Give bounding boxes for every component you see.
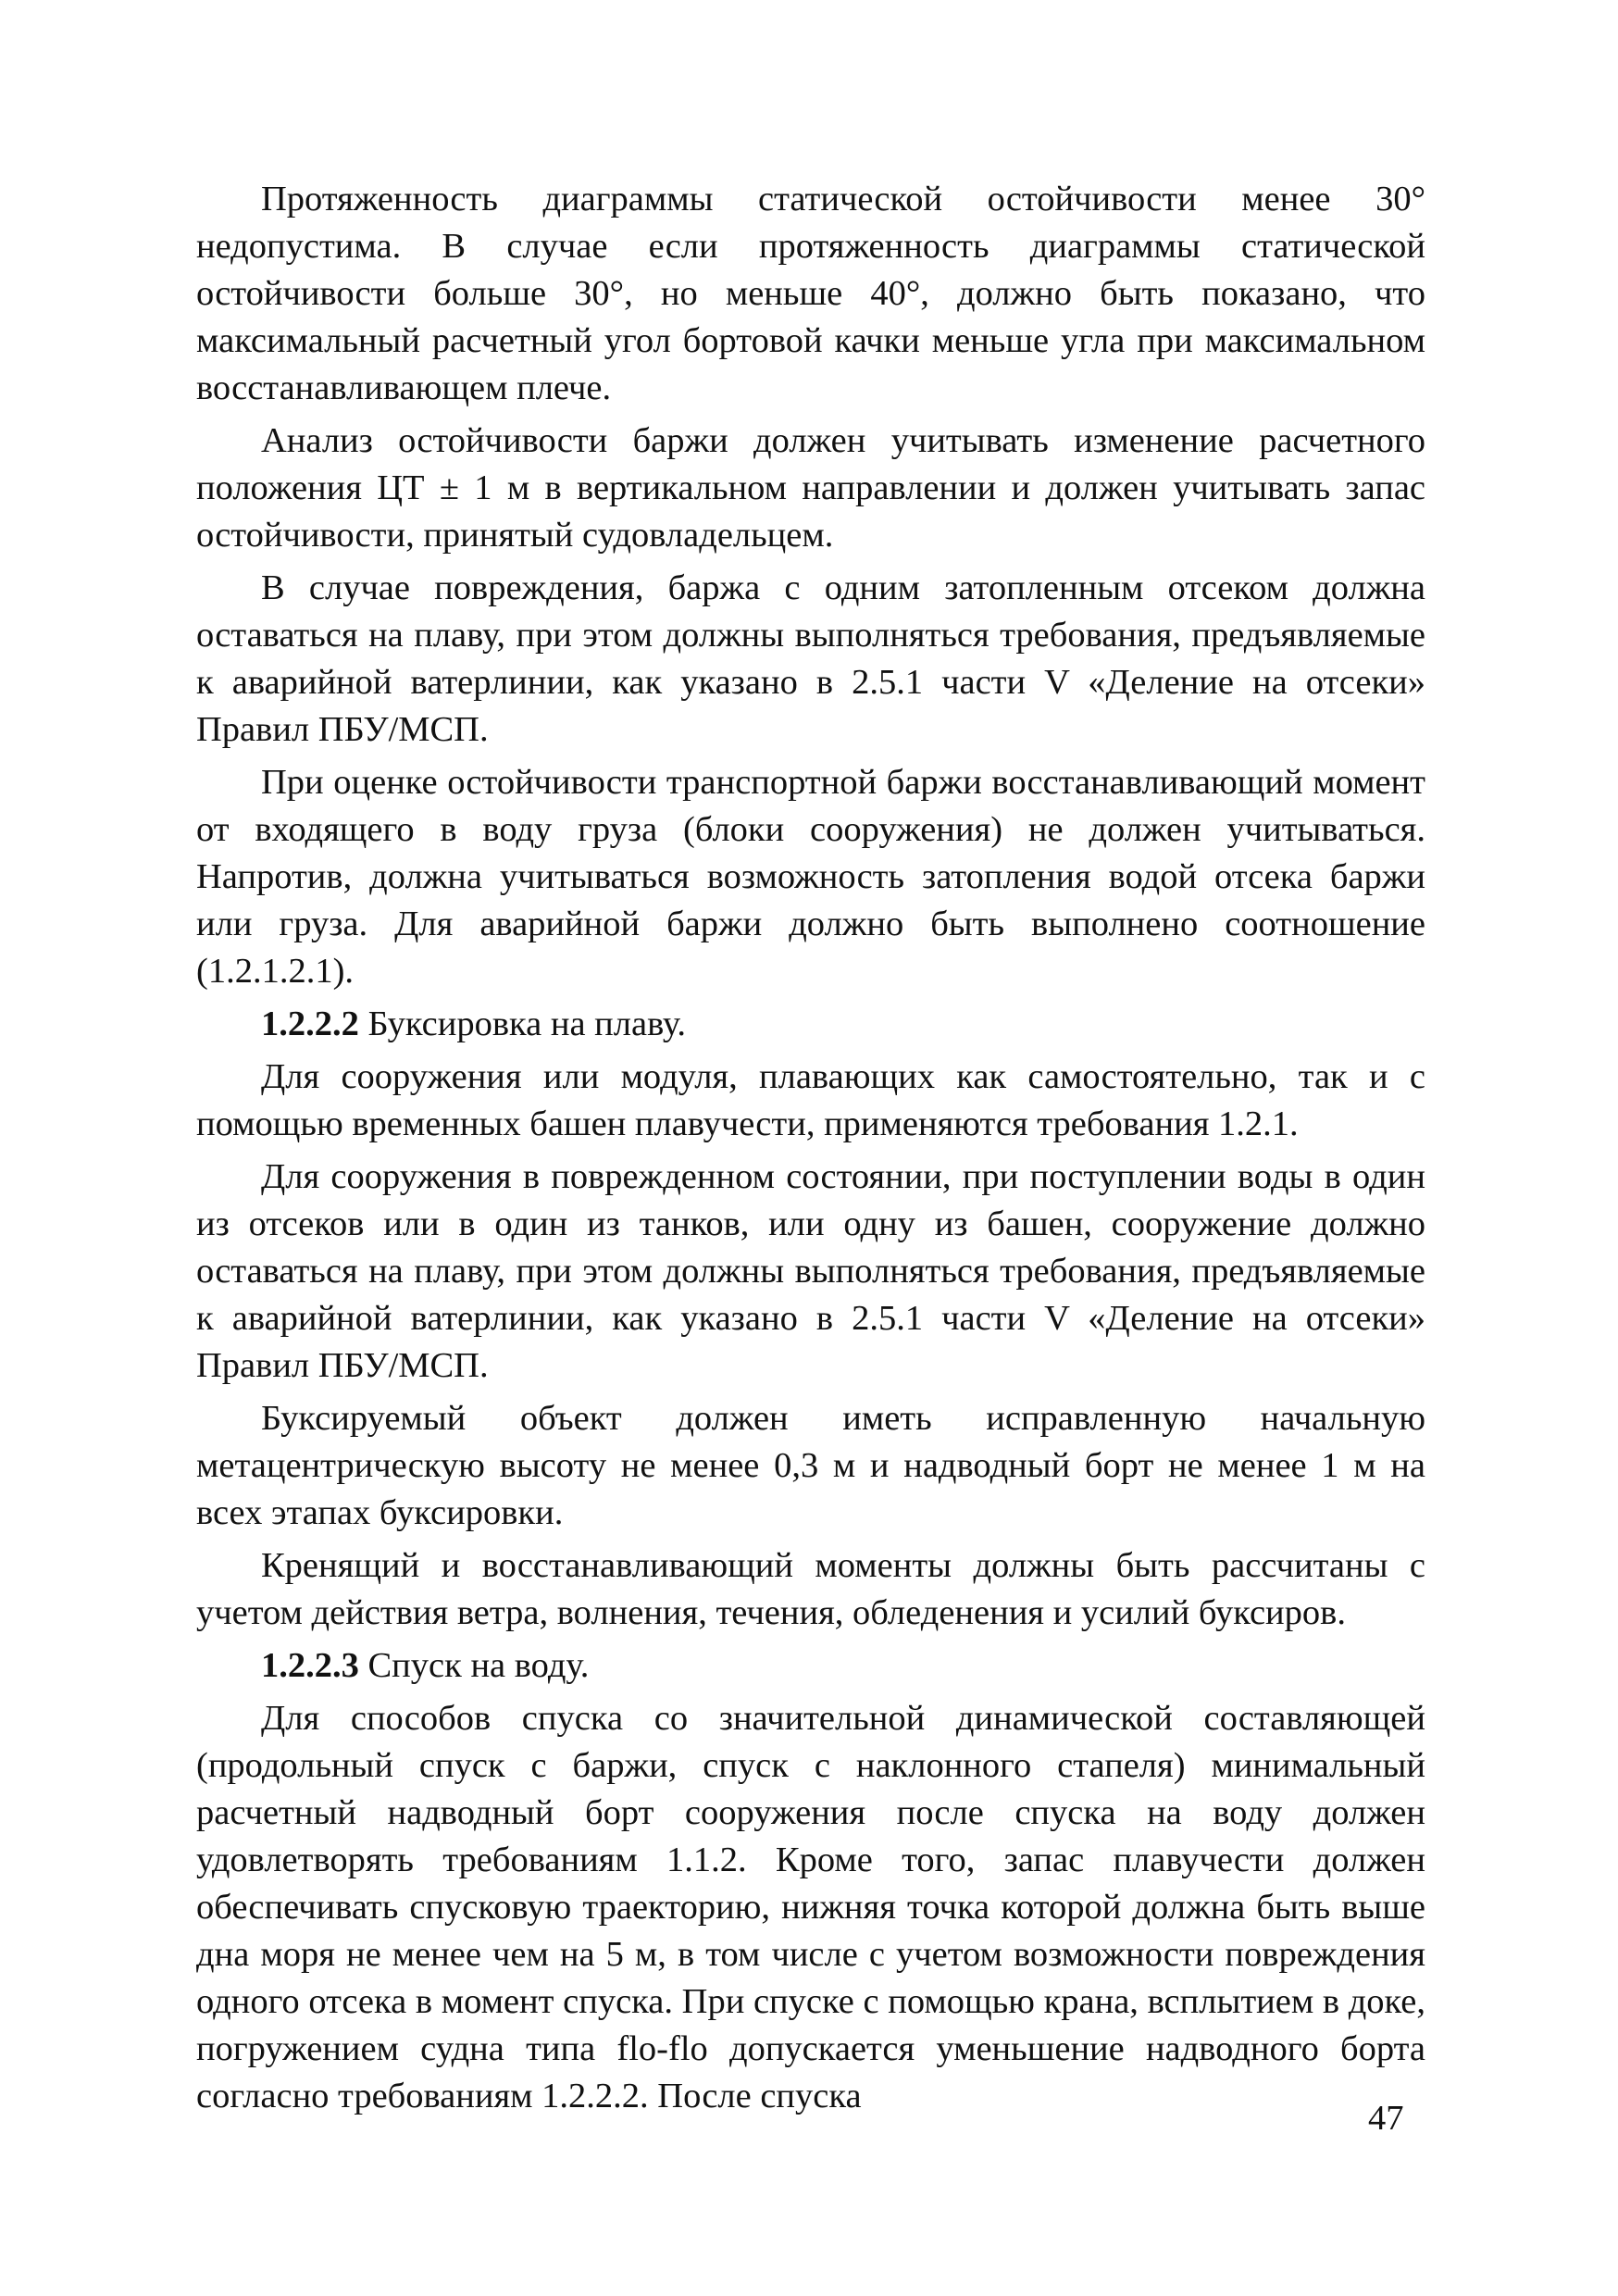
heading-launching-number: 1.2.2.3 — [261, 1646, 359, 1685]
paragraph-launch-methods: Для способов спуска со значительной динамической составляющей (продольный спуск с баржи, спуск с наклонного стапеля) минимальный расчетный надводный борт сооружения после спуска на воду должен удовлетворять требованиям 1.1.2. Кроме того, запас плавучести должен обеспечивать спусковую траекторию, нижняя точка которой должна быть выше дна моря не менее чем на 5 м, в том числе с учетом возможности повреждения одного отсека в момент спуска. При спуске с помощью крана, всплытием в доке, погружением судна типа flo-flo допускается уменьшение надводного борта согласно требованиям 1.2.2.2. После спуска — [196, 1699, 1425, 2115]
paragraph-barge-damage: В случае повреждения, баржа с одним затопленным отсеком должна оставаться на плаву, при этом должны выполняться требования, предъявляемые к аварийной ватерлинии, как указано в 2.5.1 части V «Деление на отсеки» Правил ПБУ/МСП. — [196, 568, 1425, 749]
paragraph-barge-stability-analysis: Анализ остойчивости баржи должен учитывать изменение расчетного положения ЦТ ± 1 м в вертикальном направлении и должен учитывать запас остойчивости, принятый судовладельцем. — [196, 421, 1425, 555]
paragraph-towed-object: Буксируемый объект должен иметь исправленную начальную метацентрическую высоту не менее 0,3 м и надводный борт не менее 1 м на всех этапах буксировки. — [196, 1399, 1425, 1532]
paragraph-floating-structure: Для сооружения или модуля, плавающих как самостоятельно, так и с помощью временных башен плавучести, применяются требования 1.2.1. — [196, 1057, 1425, 1143]
heading-launching — [196, 1642, 1425, 1690]
paragraph-heeling-moments: Кренящий и восстанавливающий моменты должны быть рассчитаны с учетом действия ветра, волнения, течения, обледенения и усилий буксиров. — [196, 1546, 1425, 1632]
body-text — [196, 176, 1425, 2120]
paragraph-transport-barge: При оценке остойчивости транспортной баржи восстанавливающий момент от входящего в воду груза (блоки сооружения) не должен учитываться. Напротив, должна учитываться возможность затопления водой отсека баржи или груза. Для аварийной баржи должно быть выполнено соотношение (1.2.1.2.1). — [196, 763, 1425, 991]
paragraph-damaged-structure: Для сооружения в поврежденном состоянии, при поступлении воды в один из отсеков или в один из танков, или одну из башен, сооружение должно оставаться на плаву, при этом должны выполняться требования, предъявляемые к аварийной ватерлинии, как указано в 2.5.1 части V «Деление на отсеки» Правил ПБУ/МСП. — [196, 1157, 1425, 1385]
heading-towing — [196, 1001, 1425, 1048]
paragraph-stability-diagram: Протяженность диаграммы статической остойчивости менее 30° недопустима. В случае если протяженность диаграммы статической остойчивости больше 30°, но меньше 40°, должно быть показано, что максимальный расчетный угол бортовой качки меньше угла при максимальном восстанавливающем плече. — [196, 180, 1425, 407]
page-number: 47 — [1368, 2099, 1404, 2138]
heading-towing-title: Буксировка на плаву. — [367, 1004, 686, 1043]
heading-launching-title: Спуск на воду. — [367, 1646, 590, 1685]
heading-towing-number: 1.2.2.2 — [261, 1004, 359, 1043]
